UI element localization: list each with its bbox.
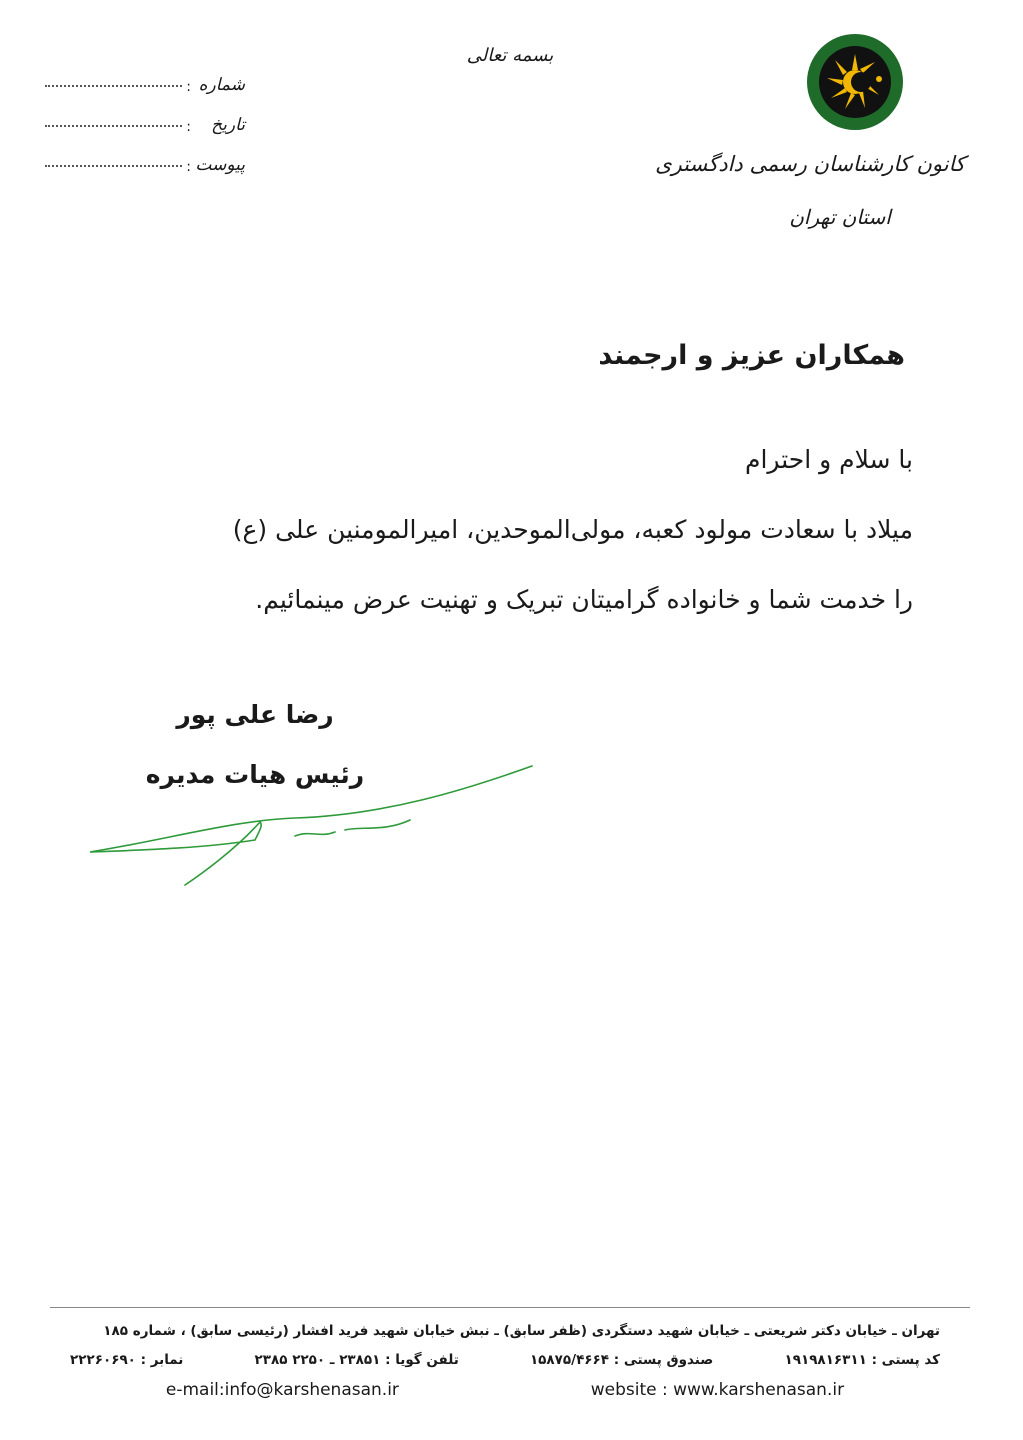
footer-phone: تلفن گویا : ۲۳۸۵۱ ـ ۲۲۵۰ ۲۳۸۵	[254, 1352, 459, 1368]
ref-date-colon: :	[186, 119, 191, 135]
signatory-name: رضا علی پور	[176, 700, 334, 729]
footer-web-row	[70, 1380, 940, 1400]
organization-name: کانون کارشناسان رسمی دادگستری	[655, 152, 965, 176]
footer-divider	[50, 1307, 970, 1308]
footer-email: e-mail:info@karshenasan.ir	[165, 1380, 399, 1400]
body-line-congratulation: را خدمت شما و خانواده گرامیتان تبریک و تهنیت عرض مینمائیم.	[255, 585, 913, 614]
footer-website: website : www.karshenasan.ir	[590, 1380, 845, 1400]
ref-attachment-dots	[45, 165, 182, 167]
reference-fields	[45, 55, 245, 175]
body-line-greeting: با سلام و احترام	[745, 445, 913, 474]
ref-attachment-row	[45, 135, 245, 175]
footer-fax: نمابر : ۲۲۲۶۰۶۹۰	[70, 1352, 184, 1368]
salutation-heading: همکاران عزیز و ارجمند	[598, 340, 905, 371]
footer-postal-code: کد پستی : ۱۹۱۹۸۱۶۳۱۱	[784, 1352, 940, 1368]
organization-logo-icon	[805, 32, 905, 132]
footer-po-box: صندوق پستی : ۱۵۸۷۵/۴۶۶۴	[529, 1352, 714, 1368]
ref-date-label: تاریخ	[211, 115, 245, 135]
handwritten-signature	[85, 760, 545, 890]
ref-attachment-colon: :	[186, 159, 191, 175]
ref-attachment-label: پیوست	[195, 155, 245, 175]
signatory-title: رئیس هیات مدیره	[145, 760, 365, 789]
ref-number-dots	[45, 85, 182, 87]
ref-number-row	[45, 55, 245, 95]
ref-date-dots	[45, 125, 182, 127]
ref-number-colon: :	[186, 79, 191, 95]
footer-contact-row	[70, 1352, 940, 1368]
body-line-occasion: میلاد با سعادت مولود کعبه، مولی‌الموحدین، امیرالمومنین علی (ع)	[232, 515, 913, 544]
organization-province: استان تهران	[789, 205, 891, 229]
footer-address: تهران ـ خیابان دکتر شریعتی ـ خیابان شهید دستگردی (ظفر سابق) ـ نبش خیابان شهید فرید افشار (رئیسی سابق) ، شماره ۱۸۵	[103, 1323, 940, 1339]
basmala: بسمه تعالی	[466, 45, 554, 66]
ref-number-label: شماره	[198, 75, 245, 95]
ref-date-row	[45, 95, 245, 135]
letter-body	[113, 440, 913, 650]
